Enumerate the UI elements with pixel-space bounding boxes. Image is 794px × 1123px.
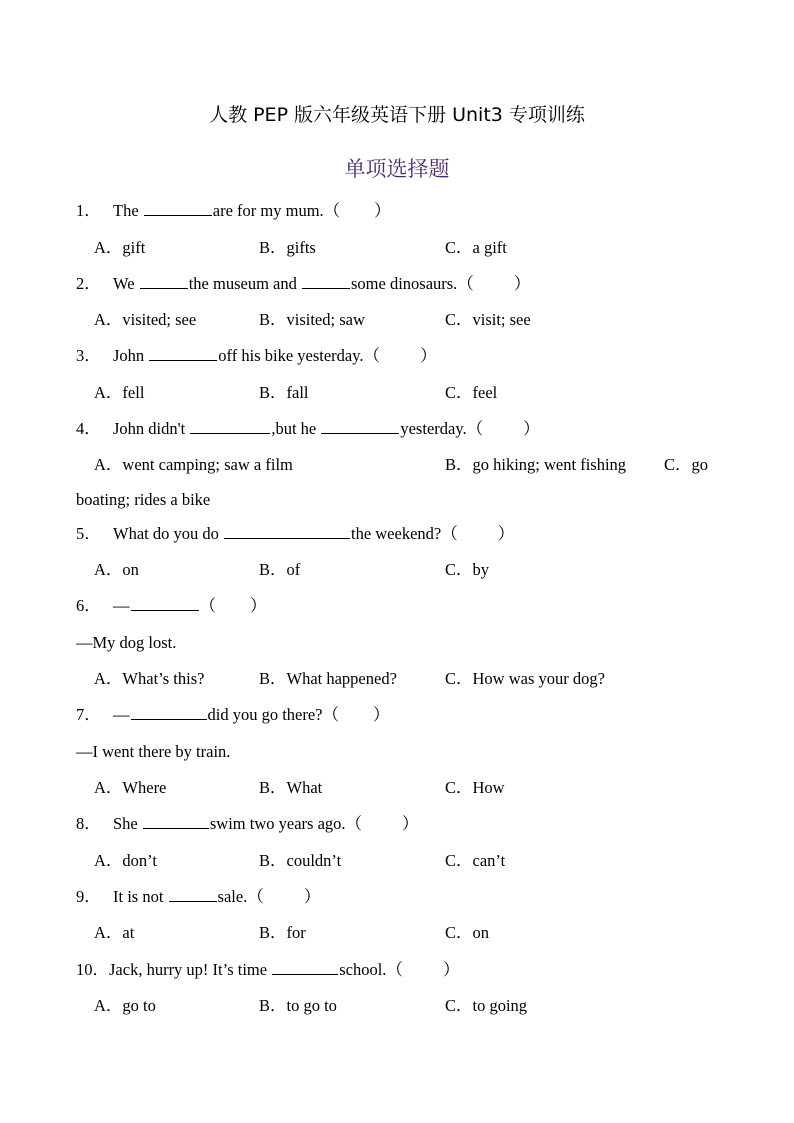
option-c[interactable]: C．How <box>445 778 505 797</box>
question-number: 4． <box>76 419 101 438</box>
option-b[interactable]: B．visited; saw <box>259 310 365 329</box>
answer-blank <box>143 814 209 829</box>
question-number: 2． <box>76 274 101 293</box>
answer-blank <box>190 419 270 434</box>
answer-blank <box>272 960 338 975</box>
option-c[interactable]: C．go <box>664 455 709 474</box>
option-b[interactable]: B．go hiking; went fishing <box>445 455 627 474</box>
question-number: 8． <box>76 814 101 833</box>
option-a[interactable]: A．gift <box>94 238 146 257</box>
option-b[interactable]: B．fall <box>259 383 309 402</box>
option-c[interactable]: C．feel <box>445 383 498 402</box>
question-number: 10． <box>76 960 109 979</box>
page-title: 人教 PEP 版六年级英语下册 Unit3 专项训练 <box>209 104 585 126</box>
answer-blank <box>169 887 217 902</box>
option-a[interactable]: A．don’t <box>94 851 157 870</box>
dialogue-reply: —I went there by train. <box>76 742 231 761</box>
question-number: 9． <box>76 887 101 906</box>
option-c[interactable]: C．visit; see <box>445 310 531 329</box>
option-a[interactable]: A．Where <box>94 778 167 797</box>
question-number: 5． <box>76 524 101 543</box>
option-b[interactable]: B．What happened? <box>259 669 397 688</box>
answer-blank <box>140 274 188 289</box>
option-c[interactable]: C．can’t <box>445 851 506 870</box>
option-b[interactable]: B．to go to <box>259 996 337 1015</box>
question-4: 4． John didn't ,but he yesterday.（ ） <box>76 419 540 438</box>
question-7: 7． — did you go there?（ ） <box>76 705 390 724</box>
option-b[interactable]: B．What <box>259 778 323 797</box>
option-a[interactable]: A．on <box>94 560 139 579</box>
option-c[interactable]: C．a gift <box>445 238 507 257</box>
option-b[interactable]: B．couldn’t <box>259 851 342 870</box>
question-number: 3． <box>76 346 101 365</box>
answer-blank <box>321 419 399 434</box>
question-2: 2． We the museum and some dinosaurs.（ ） <box>76 274 531 293</box>
question-5: 5． What do you do the weekend?（ ） <box>76 524 515 543</box>
option-a[interactable]: A．at <box>94 923 135 942</box>
answer-blank <box>224 524 350 539</box>
answer-blank <box>131 596 199 611</box>
option-a[interactable]: A．What’s this? <box>94 669 205 688</box>
question-3: 3． John off his bike yesterday.（ ） <box>76 346 437 365</box>
option-c[interactable]: C．by <box>445 560 490 579</box>
option-a[interactable]: A．visited; see <box>94 310 197 329</box>
option-a[interactable]: A．go to <box>94 996 156 1015</box>
question-8: 8． She swim two years ago.（ ） <box>76 814 419 833</box>
option-b[interactable]: B．gifts <box>259 238 316 257</box>
question-9: 9． It is not sale.（ ） <box>76 887 321 906</box>
question-6: 6． — （ ） <box>76 596 267 615</box>
option-b[interactable]: B．of <box>259 560 301 579</box>
section-title: 单项选择题 <box>344 157 450 181</box>
answer-blank <box>302 274 350 289</box>
answer-blank <box>149 346 217 361</box>
option-c[interactable]: C．to going <box>445 996 528 1015</box>
option-b[interactable]: B．for <box>259 923 306 942</box>
option-a[interactable]: A．went camping; saw a film <box>94 455 293 474</box>
option-c-continued[interactable]: boating; rides a bike <box>76 490 211 509</box>
option-a[interactable]: A．fell <box>94 383 145 402</box>
option-c[interactable]: C．How was your dog? <box>445 669 605 688</box>
answer-blank <box>144 201 212 216</box>
question-1: 1． The are for my mum.（ ） <box>76 201 391 220</box>
question-number: 7． <box>76 705 101 724</box>
question-number: 6． <box>76 596 101 615</box>
option-c[interactable]: C．on <box>445 923 490 942</box>
question-10: 10．Jack, hurry up! It’s time school.（ ） <box>76 960 460 979</box>
question-number: 1． <box>76 201 101 220</box>
dialogue-reply: —My dog lost. <box>76 633 177 652</box>
answer-blank <box>131 705 207 720</box>
